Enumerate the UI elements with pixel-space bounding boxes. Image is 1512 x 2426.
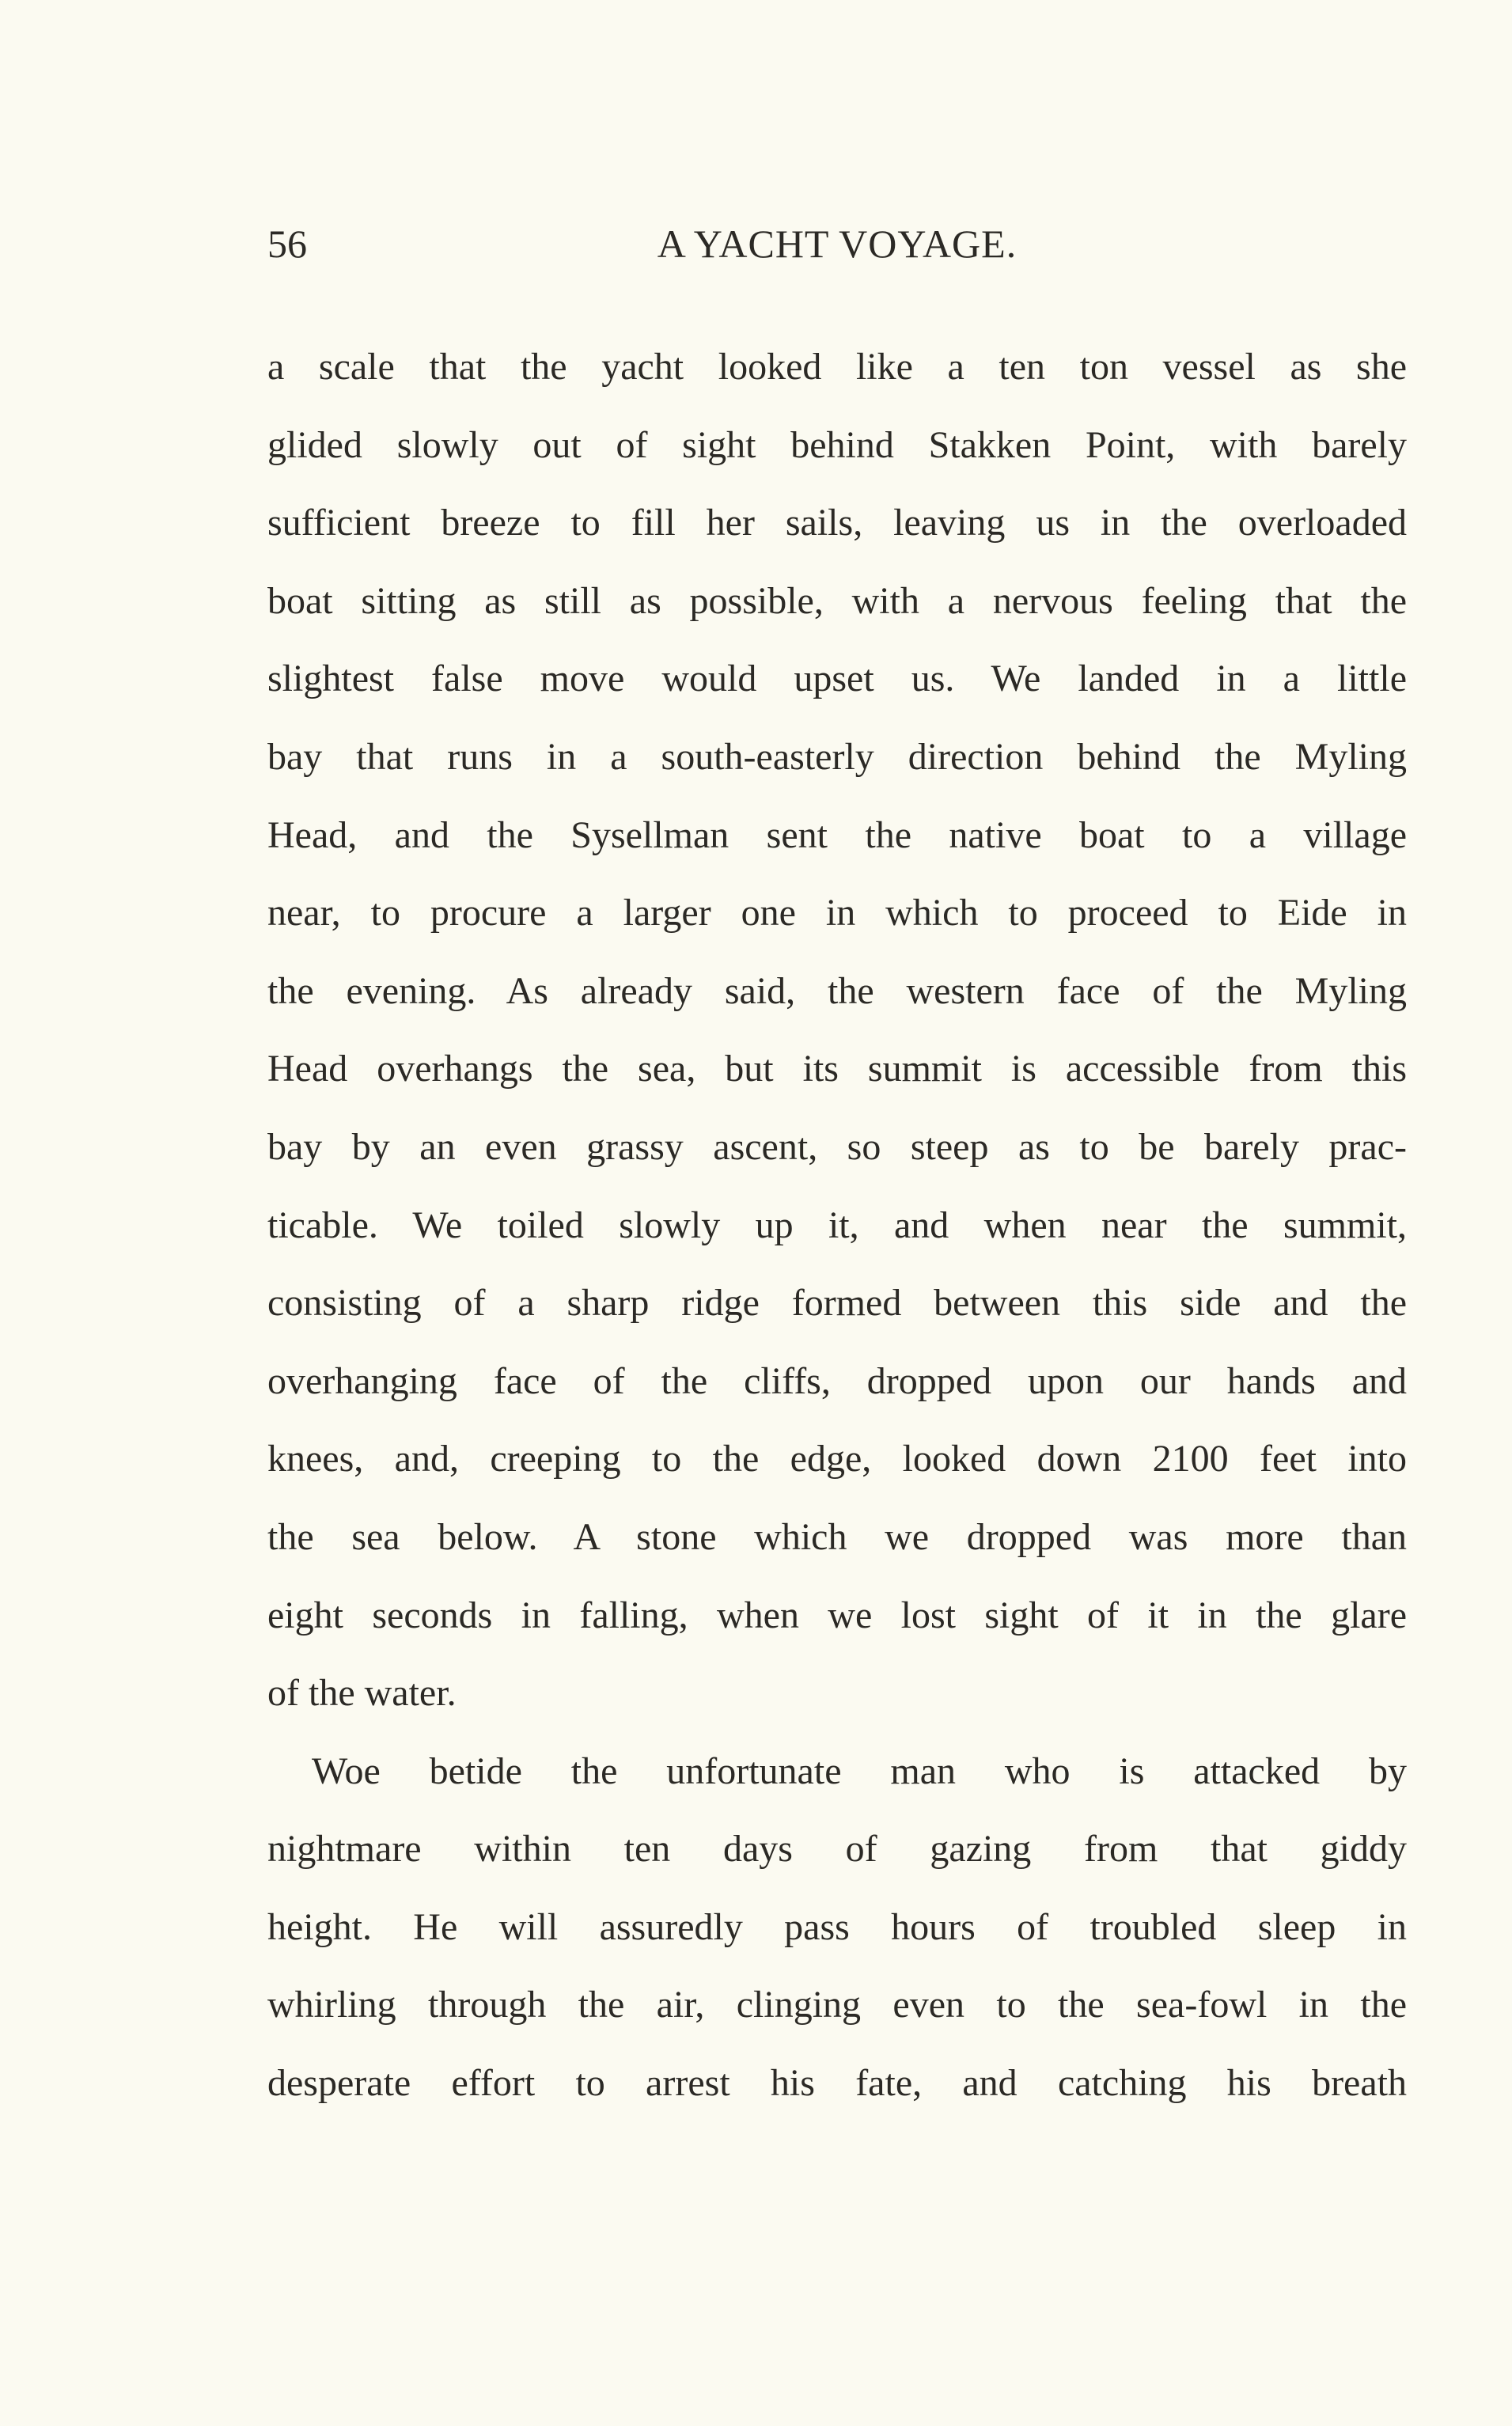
body-text xyxy=(267,342,1407,2136)
text-line: Head, and the Sysellman sent the native boat to a village xyxy=(267,813,1407,856)
text-line: whirling through the air, clinging even to the sea-fowl in the xyxy=(267,1984,1407,2026)
running-head xyxy=(267,218,1407,269)
text-line: slightest false move would upset us. We landed in a little xyxy=(267,658,1407,700)
paragraph-2 xyxy=(267,1746,1407,2136)
text-line: consisting of a sharp ridge formed between this side and the xyxy=(267,1282,1407,1325)
text-line: a scale that the yacht looked like a ten ton vessel as she xyxy=(267,346,1407,388)
text-line: the evening. As already said, the western face of the Myling xyxy=(267,969,1407,1012)
text-line: boat sitting as still as possible, with a nervous feeling that the xyxy=(267,579,1407,622)
text-line: eight seconds in falling, when we lost sight of it in the glare xyxy=(267,1594,1407,1636)
text-line: bay by an even grassy ascent, so steep as to be barely prac- xyxy=(267,1125,1407,1168)
text-line: the sea below. A stone which we dropped was more than xyxy=(267,1515,1407,1558)
text-line: desperate effort to arrest his fate, and catching his breath xyxy=(267,2062,1407,2105)
text-line: overhanging face of the cliffs, dropped upon our hands and xyxy=(267,1359,1407,1402)
text-line: bay that runs in a south-easterly direction behind the Myling xyxy=(267,735,1407,778)
text-line: knees, and, creeping to the edge, looked down 2100 feet into xyxy=(267,1438,1407,1480)
text-line: Head overhangs the sea, but its summit is accessible from this xyxy=(267,1048,1407,1090)
text-line: Woe betide the unfortunate man who is attacked by xyxy=(312,1749,1407,1792)
running-title: A YACHT VOYAGE. xyxy=(657,222,1017,266)
text-line: near, to procure a larger one in which to proceed to Eide in xyxy=(267,892,1407,934)
text-line: glided slowly out of sight behind Stakken Point, with barely xyxy=(267,423,1407,466)
text-line: ticable. We toiled slowly up it, and when near the summit, xyxy=(267,1204,1407,1246)
paragraph-1 xyxy=(267,342,1407,1746)
page-number: 56 xyxy=(267,222,307,266)
text-line: sufficient breeze to fill her sails, leaving us in the overloaded xyxy=(267,502,1407,544)
text-line: nightmare within ten days of gazing from that giddy xyxy=(267,1828,1407,1871)
text-line: height. He will assuredly pass hours of troubled sleep in xyxy=(267,1905,1407,1948)
text-line: of the water. xyxy=(267,1672,457,1715)
